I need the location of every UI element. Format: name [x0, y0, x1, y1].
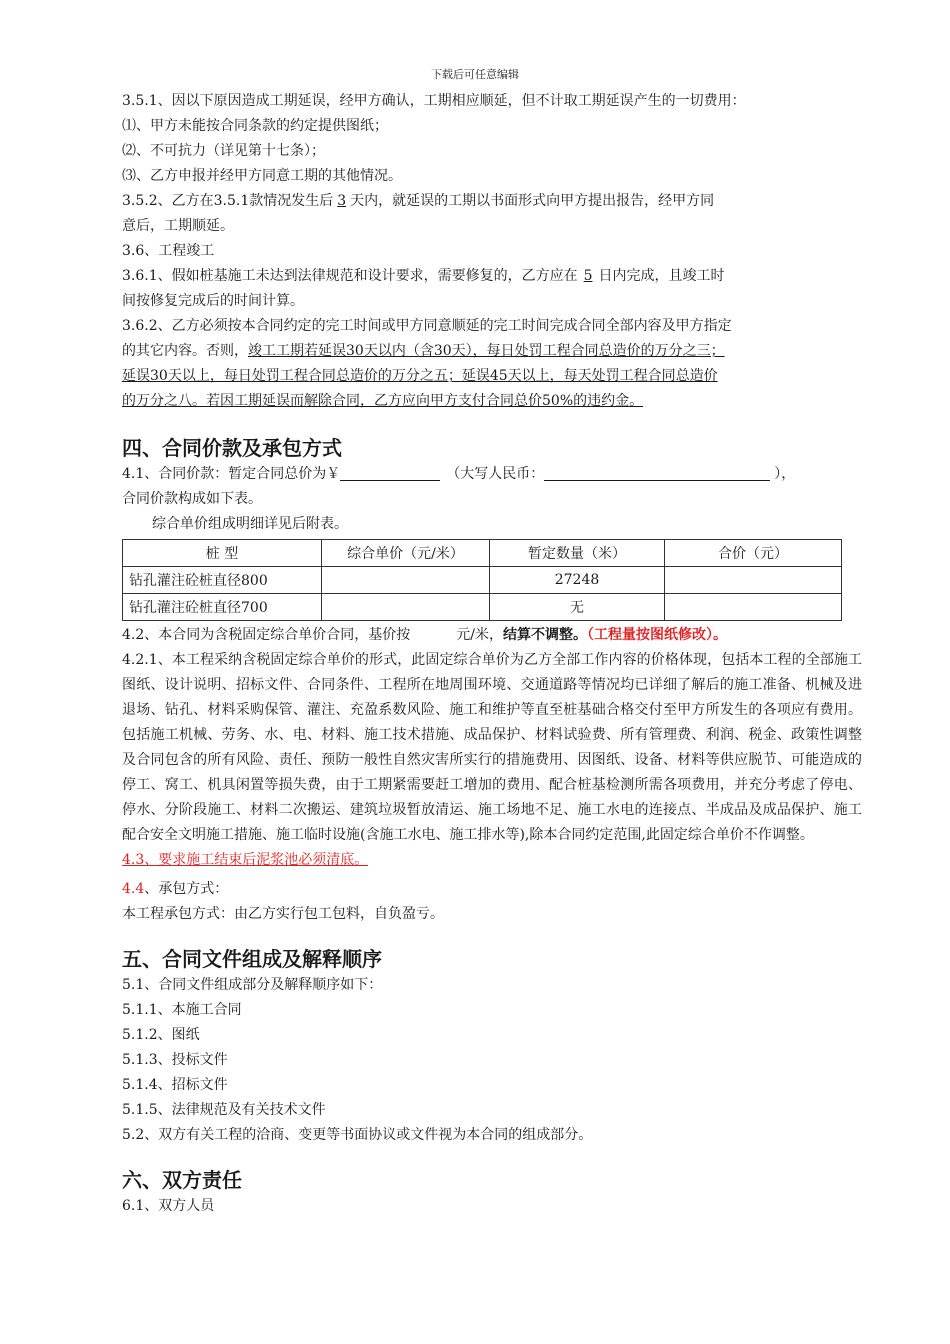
section-4-heading: 四、合同价款及承包方式 [122, 436, 342, 460]
table-row [123, 594, 842, 621]
table-header: 桩 型 [123, 540, 322, 567]
clause-4-3: 4.3、要求施工结束后泥浆池必须清底。 [122, 852, 369, 868]
clause-text: 3.5.2、乙方在3.5.1款情况发生后 [122, 193, 334, 209]
clause-4-2-1: 4.2.1、本工程采纳含税固定综合单价的形式，此固定综合单价为乙方全部工作内容的价格体现，包括本工程的全部施工图纸、设计说明、招标文件、合同条件、工程所在地周围环境、交通道路等情况均已详细了解后的施工准备、机械及进退场、钻孔、材料采购保管、灌注、充盈系数风险、施工和维护等直至桩基础合格交付至甲方所发生的各项应有费用。包括施工机械、劳务、水、电、材料、施工技术措施、成品保护、材料试验费、所有管理费、利润、税金、政策性调整及合同包含的所有风险、责任、预防一般性自然灾害所实行的措施费用、因图纸、设备、材料等供应脱节、可能造成的停工、窝工、机具闲置等损失费，由于工期紧需要赶工增加的费用、配合桩基检测所需各项费用，并充分考虑了停电、停水、分阶段施工、材料二次搬运、建筑垃圾暂放清运、施工场地不足、施工水电的连接点、半成品及成品保护、施工配合安全文明施工措施、施工临时设施(含施工水电、施工排水等),除本合同约定范围,此固定综合单价不作调整。 [122, 652, 862, 843]
table-cell: 27248 [490, 567, 665, 594]
table-cell [322, 567, 490, 594]
clause-3-5-2 [122, 189, 862, 214]
quantity-note: （工程量按图纸修改）。 [586, 627, 727, 643]
clause-4-4 [122, 877, 862, 902]
unit-price-note: 综合单价组成明细详见后附表。 [152, 516, 348, 532]
clause-number: 4.4 [122, 881, 145, 897]
list-item: 5.1.3、投标文件 [122, 1052, 228, 1068]
days-value: 3 [337, 193, 347, 209]
list-item: 5.1.2、图纸 [122, 1027, 200, 1043]
clause-3-6-1-cont: 间按修复完成后的时间计算。 [122, 293, 304, 309]
clause-4-2 [122, 623, 862, 648]
table-header-row [123, 540, 842, 567]
section-5-heading: 五、合同文件组成及解释顺序 [122, 947, 382, 971]
clause-4-1-cont: 合同价款构成如下表。 [122, 491, 262, 507]
clause-3-6: 3.6、工程竣工 [122, 243, 215, 259]
clause-text: 元/米， [456, 627, 503, 643]
table-row [123, 567, 842, 594]
total-price-blank [340, 463, 440, 481]
days-value: 5 [583, 268, 593, 284]
clause-3-5-2-cont: 意后，工期顺延。 [122, 218, 234, 234]
clause-text: 、承包方式： [144, 881, 229, 897]
settlement-note: 结算不调整。 [502, 627, 587, 643]
table-cell: 钻孔灌注砼桩直径700 [123, 594, 322, 621]
list-item: 5.2、双方有关工程的洽商、变更等书面协议或文件视为本合同的组成部分。 [122, 1127, 593, 1143]
contract-mode: 本工程承包方式：由乙方实行包工包料，自负盈亏。 [122, 906, 444, 922]
clause-3-5-1: 3.5.1、因以下原因造成工期延误，经甲方确认，工期相应顺延，但不计取工期延误产生的一切费用： [122, 93, 746, 109]
clause-4-1 [122, 462, 862, 487]
clause-3-6-1 [122, 264, 862, 289]
clause-text: 4.1、合同价款：暂定合同总价为￥ [122, 466, 341, 482]
table-header: 合价（元） [665, 540, 842, 567]
clause-text: ）， [774, 466, 796, 482]
clause-text: 的其它内容。否则， [122, 343, 248, 359]
list-item: 5.1.1、本施工合同 [122, 1002, 242, 1018]
clause-text: 4.2、本合同为含税固定综合单价合同，基价按 [122, 627, 411, 643]
list-item: 5.1.5、法律规范及有关技术文件 [122, 1102, 326, 1118]
table-header: 暂定数量（米） [490, 540, 665, 567]
penalty-text: 竣工工期若延误30天以内（含30天），每日处罚工程合同总造价的万分之三； [248, 343, 725, 359]
clause-text: 日内完成，且竣工时 [598, 268, 725, 284]
clause-3-6-2-cont [122, 339, 862, 364]
list-item: 6.1、双方人员 [122, 1198, 215, 1214]
header-note: 下载后可任意编辑 [431, 68, 519, 81]
clause-text: （大写人民币： [446, 466, 545, 482]
clause-text: 天内，就延误的工期以书面形式向甲方提出报告，经甲方同 [350, 193, 715, 209]
penalty-text-2: 延误30天以上，每日处罚工程合同总造价的万分之五；延误45天以上，每天处罚工程合同总造价 [122, 368, 718, 384]
table-cell [665, 567, 842, 594]
clause-3-6-2: 3.6.2、乙方必须按本合同约定的完工时间或甲方同意顺延的完工时间完成合同全部内容及甲方指定 [122, 318, 732, 334]
clause-text: 3.6.1、假如桩基施工未达到法律规范和设计要求，需要修复的，乙方应在 [122, 268, 578, 284]
clause-item-3: ⑶、乙方申报并经甲方同意工期的其他情况。 [122, 168, 402, 184]
clause-item-1: ⑴、甲方未能按合同条款的约定提供图纸； [122, 118, 388, 134]
list-item: 5.1、合同文件组成部分及解释顺序如下： [122, 977, 383, 993]
pile-price-table [122, 539, 842, 621]
table-header: 综合单价（元/米） [322, 540, 490, 567]
list-item: 5.1.4、招标文件 [122, 1077, 228, 1093]
table-cell: 钻孔灌注砼桩直径800 [123, 567, 322, 594]
table-cell [665, 594, 842, 621]
price-in-words-blank [544, 463, 770, 481]
clause-item-2: ⑵、不可抗力（详见第十七条）； [122, 143, 325, 159]
table-cell: 无 [490, 594, 665, 621]
penalty-text-3: 的万分之八。若因工期延误而解除合同，乙方应向甲方支付合同总价50%的违约金。 [122, 393, 644, 409]
table-cell [322, 594, 490, 621]
section-6-heading: 六、双方责任 [122, 1168, 242, 1192]
document-body [122, 89, 862, 1219]
